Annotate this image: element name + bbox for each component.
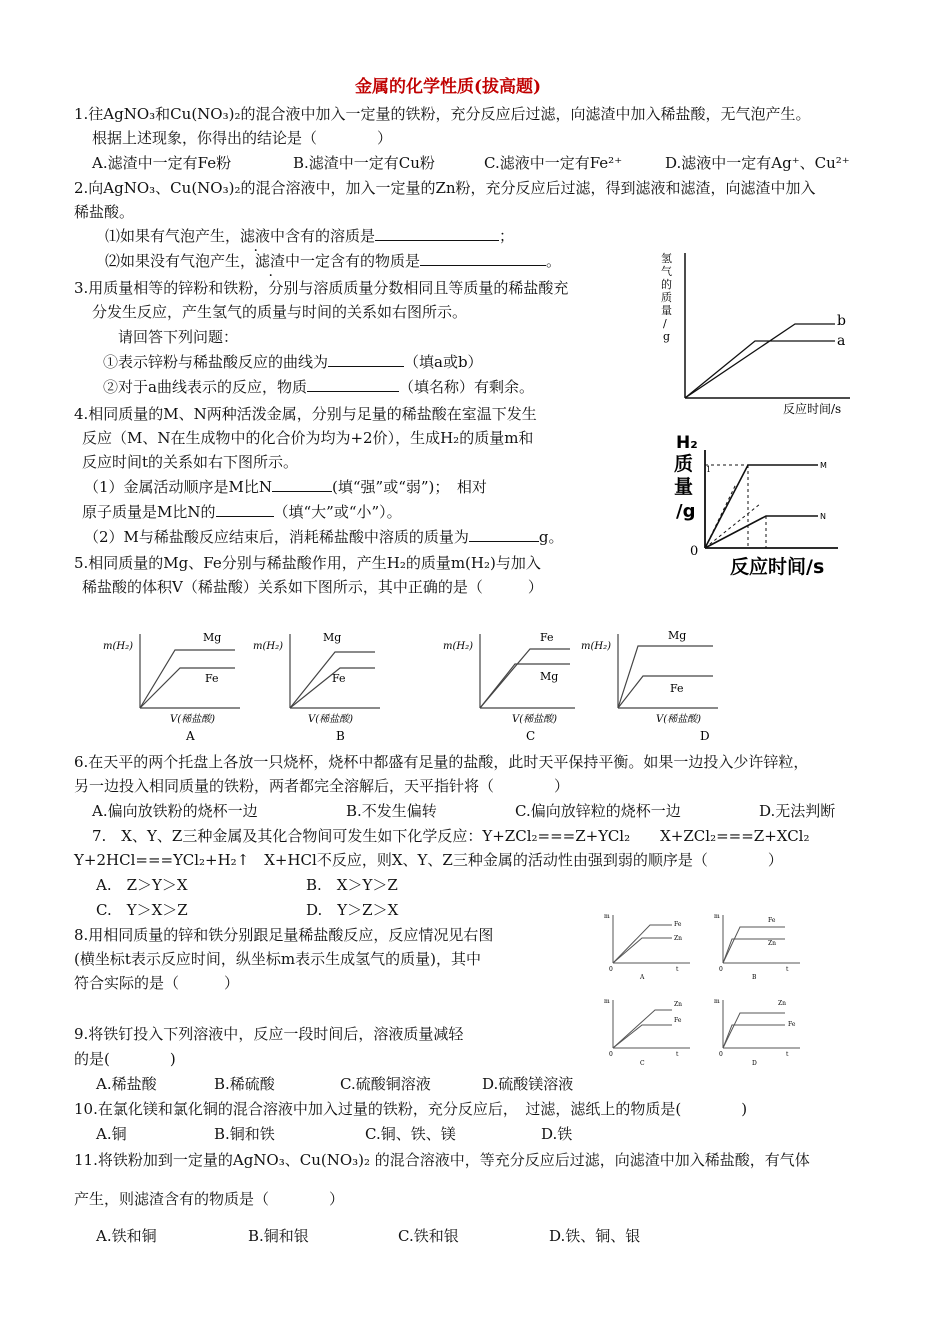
q4-origin: 0: [690, 544, 699, 559]
q7-option-c[interactable]: C. Y＞X＞Z: [96, 901, 188, 919]
q6-option-b[interactable]: B.不发生偏转: [346, 802, 437, 820]
q6-option-a[interactable]: A.偏向放铁粉的烧杯一边: [92, 802, 258, 820]
q3-sub2: ②对于a曲线表示的反应，物质 （填名称）有剩余。: [103, 378, 534, 396]
q11-option-b[interactable]: B.铜和银: [248, 1227, 309, 1245]
q4-line1: 4.相同质量的M、N两种活泼金属，分别与足量的稀盐酸在室温下发生: [74, 405, 537, 423]
q3-x-label: 反应时间/s: [783, 402, 842, 416]
q7-option-a[interactable]: A. Z＞Y＞X: [96, 876, 188, 894]
q5-graph-c[interactable]: [440, 622, 590, 747]
svg-text:Zn: Zn: [778, 1000, 787, 1007]
q11-option-d[interactable]: D.铁、铜、银: [549, 1227, 641, 1245]
q2-answer2-blank[interactable]: [420, 251, 546, 266]
svg-text:质: 质: [674, 453, 694, 475]
q9-option-a[interactable]: A.稀盐酸: [96, 1075, 157, 1093]
q7-line1: 7. X、Y、Z三种金属及其化合物间可发生如下化学反应：Y+ZCl₂===Z+YCl₂ X+ZCl₂===Z+XCl₂: [92, 827, 810, 845]
q9-option-b[interactable]: B.稀硫酸: [214, 1075, 275, 1093]
svg-text:Mg: Mg: [668, 629, 687, 642]
q1-option-a[interactable]: A.滤渣中一定有Fe粉: [92, 154, 232, 172]
svg-text:的: 的: [661, 278, 672, 291]
svg-text:V(稀盐酸): V(稀盐酸): [308, 714, 354, 725]
q3-label-a: a: [837, 333, 846, 349]
q4-label-m: M: [820, 461, 827, 470]
svg-text:Zn: Zn: [674, 1001, 683, 1008]
q10-option-a[interactable]: A.铜: [96, 1125, 127, 1143]
q3-answer1-blank[interactable]: [328, 352, 404, 367]
q1-option-b[interactable]: B.滤渣中一定有Cu粉: [293, 154, 435, 172]
q4-sub1b: 原子质量是M比N的 （填“大”或“小”）。: [82, 503, 402, 521]
svg-text:质: 质: [661, 291, 672, 304]
svg-text:Fe: Fe: [788, 1021, 796, 1028]
svg-text:Mg: Mg: [323, 631, 342, 644]
q8-graph-c[interactable]: [604, 998, 690, 1067]
q4-graph: [668, 428, 868, 578]
q9-option-c[interactable]: C.硫酸铜溶液: [340, 1075, 431, 1093]
q3-curve-a: [685, 341, 835, 398]
svg-text:Zn: Zn: [768, 940, 777, 947]
q2-answer1-blank[interactable]: [375, 226, 499, 241]
svg-text:0: 0: [719, 1051, 723, 1058]
svg-text:Fe: Fe: [205, 672, 219, 685]
svg-text:/g: /g: [676, 501, 696, 522]
q11-line1: 11.将铁粉加到一定量的AgNO₃、Cu(NO₃)₂ 的混合溶液中，等充分反应后过滤，向滤渣中加入稀盐酸，有气体: [74, 1151, 810, 1169]
q3-graph: [655, 248, 865, 420]
svg-text:m(H₂): m(H₂): [253, 641, 284, 652]
svg-text:t: t: [676, 966, 679, 973]
q6-line2: 另一边投入相同质量的铁粉，两者都完全溶解后，天平指针将（ ）: [74, 777, 570, 795]
q5-graph-a[interactable]: [100, 622, 250, 747]
q10-option-c[interactable]: C.铜、铁、镁: [365, 1125, 456, 1143]
q4-sub1: （1）金属活动顺序是M比N (填“强”或“弱”)； 相对: [84, 478, 487, 496]
svg-text:Zn: Zn: [674, 935, 683, 942]
q8-line2: (横坐标t表示反应时间，纵坐标m表示生成氢气的质量)，其中: [74, 950, 481, 968]
svg-text:0: 0: [609, 966, 613, 973]
svg-text:D: D: [752, 1060, 757, 1067]
q11-option-c[interactable]: C.铁和银: [398, 1227, 459, 1245]
q9-option-d[interactable]: D.硫酸镁溶液: [482, 1075, 574, 1093]
svg-text:t: t: [786, 966, 789, 973]
q2-part1: ⑴如果有气泡产生，滤液中含有的溶质是 ；: [105, 227, 515, 245]
q10-option-b[interactable]: B.铜和铁: [214, 1125, 275, 1143]
svg-text:Mg: Mg: [540, 670, 559, 683]
q7-line2: Y+2HCl===YCl₂+H₂↑ X+HCl不反应，则X、Y、Z三种金属的活动性由强到弱的顺序是（ ）: [74, 851, 783, 869]
svg-text:B: B: [752, 974, 757, 981]
q3-label-b: b: [837, 313, 846, 329]
svg-text:m(H₂): m(H₂): [581, 641, 612, 652]
svg-text:量: 量: [661, 304, 672, 317]
svg-text:量: 量: [674, 476, 694, 498]
q4-answer3-blank[interactable]: [469, 527, 539, 542]
q3-curve-b: [685, 324, 835, 398]
svg-text:V(稀盐酸): V(稀盐酸): [170, 714, 216, 725]
svg-text:0: 0: [609, 1051, 613, 1058]
svg-text:/: /: [663, 317, 667, 330]
q10-option-d[interactable]: D.铁: [541, 1125, 573, 1143]
q11-line2: 产生，则滤渣含有的物质是（ ）: [74, 1190, 345, 1208]
q5-graph-d[interactable]: [578, 622, 728, 747]
q8-graph-a[interactable]: [604, 913, 690, 981]
q3-answer2-blank[interactable]: [307, 377, 399, 392]
q4-curve-n: [705, 516, 818, 548]
q3-line2: 分发生反应，产生氢气的质量与时间的关系如右图所示。: [92, 303, 468, 321]
q7-option-d[interactable]: D. Y＞Z＞X: [306, 901, 399, 919]
q2-stem2: 稀盐酸。: [74, 203, 135, 221]
svg-text:Fe: Fe: [332, 672, 346, 685]
page-title: 金属的化学性质(拔高题): [355, 77, 542, 97]
q2-stem: 2.向AgNO₃、Cu(NO₃)₂的混合溶液中，加入一定量的Zn粉，充分反应后过滤，得到滤液和滤渣，向滤渣中加入: [74, 179, 816, 197]
svg-text:g: g: [663, 330, 671, 343]
svg-text:m(H₂): m(H₂): [443, 641, 474, 652]
svg-text:m: m: [604, 913, 610, 920]
svg-text:C: C: [526, 729, 536, 743]
q3-y-label: [661, 251, 672, 343]
q11-option-a[interactable]: A.铁和铜: [96, 1227, 157, 1245]
svg-text:t: t: [676, 1051, 679, 1058]
svg-text:Fe: Fe: [674, 921, 682, 928]
q1-option-d[interactable]: D.滤液中一定有Ag⁺、Cu²⁺: [665, 154, 850, 172]
q2-part2: ⑵如果没有气泡产生，滤渣中一定含有的物质是 。: [105, 252, 562, 270]
q5-line1: 5.相同质量的Mg、Fe分别与稀盐酸作用，产生H₂的质量m(H₂)与加入: [74, 554, 541, 572]
q7-option-b[interactable]: B. X＞Y＞Z: [306, 876, 398, 894]
svg-text:Fe: Fe: [670, 682, 684, 695]
q6-line1: 6.在天平的两个托盘上各放一只烧杯，烧杯中都盛有足量的盐酸，此时天平保持平衡。如果一边投入少许锌粒，: [74, 753, 809, 771]
q1-option-c[interactable]: C.滤液中一定有Fe²⁺: [484, 154, 623, 172]
q8-graphs: [600, 905, 810, 1075]
svg-text:气: 气: [661, 265, 672, 278]
q9-line2: 的是( ): [74, 1050, 176, 1068]
q4-label-n: N: [820, 512, 826, 521]
svg-text:D: D: [700, 729, 710, 743]
svg-text:m: m: [714, 998, 720, 1005]
q3-line3: 请回答下列问题：: [118, 328, 239, 346]
svg-text:0: 0: [719, 966, 723, 973]
svg-text:Fe: Fe: [768, 917, 776, 924]
svg-text:B: B: [336, 729, 345, 743]
q9-line1: 9.将铁钉投入下列溶液中，反应一段时间后，溶液质量减轻: [74, 1025, 464, 1043]
svg-text:V(稀盐酸): V(稀盐酸): [512, 714, 558, 725]
q10-line1: 10.在氯化镁和氯化铜的混合溶液中加入过量的铁粉，充分反应后， 过滤，滤纸上的物质是( ): [74, 1100, 748, 1118]
q8-line1: 8.用相同质量的锌和铁分别跟足量稀盐酸反应，反应情况见右图: [74, 926, 494, 944]
q8-graph-b[interactable]: [714, 913, 800, 981]
q4-tick-1: 1: [706, 465, 712, 474]
svg-text:Fe: Fe: [674, 1017, 682, 1024]
q4-answer1-blank[interactable]: [272, 477, 332, 492]
q4-x-label: 反应时间/s: [730, 556, 825, 578]
q4-answer2-blank[interactable]: [216, 502, 274, 517]
q4-y-label-top: H₂: [676, 433, 698, 453]
q3-line1: 3.用质量相等的锌粉和铁粉，分别与溶质质量分数相同且等质量的稀盐酸充: [74, 279, 569, 297]
svg-text:m: m: [714, 913, 720, 920]
svg-text:t: t: [786, 1051, 789, 1058]
q5-graph-b[interactable]: [250, 622, 400, 747]
q6-option-d[interactable]: D.无法判断: [759, 802, 836, 820]
svg-text:Mg: Mg: [203, 631, 222, 644]
svg-text:A: A: [186, 729, 195, 743]
q4-sub2: （2）M与稀盐酸反应结束后，消耗稀盐酸中溶质的质量为 g。: [84, 528, 564, 546]
svg-text:Fe: Fe: [540, 631, 554, 644]
q3-sub1: ①表示锌粉与稀盐酸反应的曲线为 （填a或b）: [103, 353, 483, 371]
q5-line2: 稀盐酸的体积V（稀盐酸）关系如下图所示，其中正确的是（ ）: [82, 578, 543, 596]
q4-line2: 反应（M、N在生成物中的化合价为均为+2价），生成H₂的质量m和: [82, 429, 534, 447]
svg-text:m(H₂): m(H₂): [103, 641, 134, 652]
q1-stem2: 根据上述现象，你得出的结论是（ ）: [92, 129, 393, 147]
svg-text:C: C: [640, 1060, 645, 1067]
svg-text:V(稀盐酸): V(稀盐酸): [656, 714, 702, 725]
q6-option-c[interactable]: C.偏向放锌粒的烧杯一边: [515, 802, 681, 820]
svg-text:m: m: [604, 998, 610, 1005]
svg-text:A: A: [640, 974, 645, 981]
q8-graph-d[interactable]: [714, 998, 800, 1067]
q8-line3: 符合实际的是（ ）: [74, 974, 240, 992]
q4-curve-m: [705, 465, 818, 548]
q1-stem: 1.往AgNO₃和Cu(NO₃)₂的混合液中加入一定量的铁粉，充分反应后过滤，向滤渣中加入稀盐酸，无气泡产生。: [74, 105, 811, 123]
q4-line3: 反应时间t的关系如右下图所示。: [82, 453, 299, 471]
svg-text:氢: 氢: [661, 252, 672, 265]
